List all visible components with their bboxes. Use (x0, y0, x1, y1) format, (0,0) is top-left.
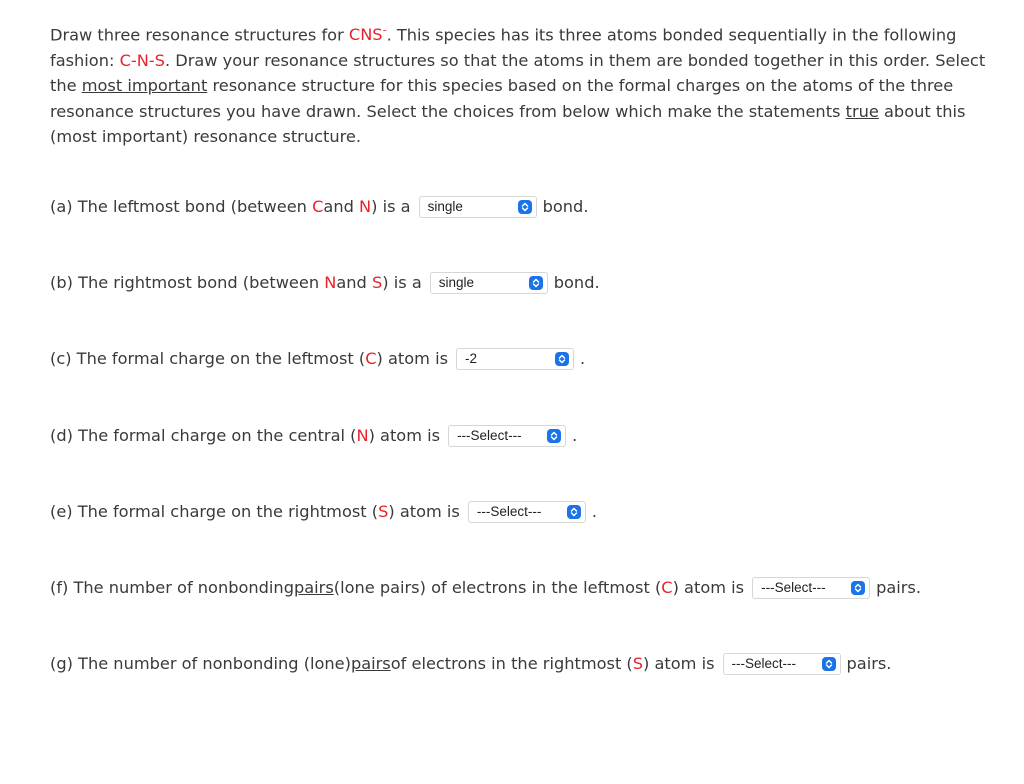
species-formula (349, 25, 387, 44)
species-charge: - (382, 24, 387, 37)
question-text: ) atom is (643, 654, 715, 673)
question-text: ) is a (382, 273, 422, 292)
intro-text: Draw three resonance structures for (50, 25, 349, 45)
formal-charge-select-c[interactable] (456, 348, 574, 370)
atom-label: S (378, 502, 389, 521)
question-text: ) atom is (672, 578, 745, 597)
question-e (50, 501, 597, 523)
atom-label: N (359, 197, 372, 216)
formal-charge-select-e[interactable] (468, 501, 586, 523)
select-value: ---Select--- (731, 656, 797, 671)
question-suffix: . (572, 426, 578, 445)
most-important-emphasis: most important (81, 76, 208, 96)
chevron-updown-icon (547, 429, 561, 443)
question-text: ) atom is (388, 502, 460, 521)
bond-order: C-N-S (119, 50, 165, 70)
atom-label: N (324, 273, 337, 292)
chevron-updown-icon (851, 581, 865, 595)
atom-label: C (312, 197, 324, 216)
atom-label: C (365, 349, 377, 368)
question-b (50, 272, 600, 294)
atom-label: C (661, 578, 673, 597)
question-text: (d) The formal charge on the central ( (50, 426, 357, 445)
chevron-updown-icon (567, 505, 581, 519)
question-suffix: pairs. (846, 654, 892, 673)
chevron-updown-icon (555, 352, 569, 366)
atom-label: S (372, 273, 383, 292)
question-text: and (336, 273, 367, 292)
question-text: (a) The leftmost bond (between (50, 197, 307, 216)
select-value: ---Select--- (457, 428, 522, 443)
question-suffix: . (580, 349, 586, 368)
intro-text: . This species has its three atoms bonded sequentially in the following fashion: (50, 25, 957, 70)
question-text: of electrons in the rightmost ( (390, 654, 633, 673)
problem-statement (50, 18, 995, 149)
question-f (50, 577, 921, 599)
atom-label: N (356, 426, 369, 445)
question-text: (b) The rightmost bond (between (50, 273, 320, 292)
question-c (50, 348, 585, 370)
question-text: (g) The number of nonbonding (lone) (50, 654, 351, 673)
lone-pairs-select-f[interactable] (752, 577, 870, 599)
true-emphasis: true (845, 101, 879, 121)
chevron-updown-icon (518, 200, 532, 214)
question-text: (f) The number of nonbonding (50, 578, 294, 597)
question-text: ) atom is (368, 426, 441, 445)
select-value: single (427, 199, 463, 214)
question-g (50, 653, 891, 675)
question-text: (e) The formal charge on the rightmost ( (50, 502, 379, 521)
lone-pairs-select-g[interactable] (723, 653, 841, 675)
question-suffix: bond. (553, 273, 600, 292)
pairs-emphasis: pairs (293, 578, 334, 597)
question-d (50, 425, 577, 447)
bond-type-select-a[interactable] (419, 196, 537, 218)
intro-text: . Draw your resonance structures so that the atoms in them are bonded together in this order. Select the (50, 50, 986, 96)
chevron-updown-icon (529, 276, 543, 290)
pairs-emphasis: pairs (350, 654, 391, 673)
question-suffix: . (591, 502, 598, 521)
formal-charge-select-d[interactable] (448, 425, 566, 447)
bond-type-select-b[interactable] (430, 272, 548, 294)
select-value: -2 (465, 351, 478, 366)
select-value: ---Select--- (476, 504, 542, 519)
question-a (50, 196, 588, 218)
species-name: CNS (348, 25, 383, 45)
question-text: (lone pairs) of electrons in the leftmost ( (333, 578, 662, 597)
intro-text: resonance structure for this species based on the formal charges on the atoms of the three resonance structures you have drawn. Select the choices from below which make the statements (50, 76, 954, 121)
question-text: (c) The formal charge on the leftmost ( (50, 349, 366, 368)
select-value: ---Select--- (761, 580, 826, 595)
question-suffix: pairs. (876, 578, 922, 597)
question-text: ) is a (371, 197, 411, 216)
select-value: single (438, 275, 475, 290)
question-suffix: bond. (542, 197, 589, 216)
question-text: ) atom is (376, 349, 449, 368)
chevron-updown-icon (822, 657, 836, 671)
atom-label: S (632, 654, 644, 673)
intro-text: about this (most important) resonance structure. (50, 101, 966, 147)
question-text: and (323, 197, 354, 216)
